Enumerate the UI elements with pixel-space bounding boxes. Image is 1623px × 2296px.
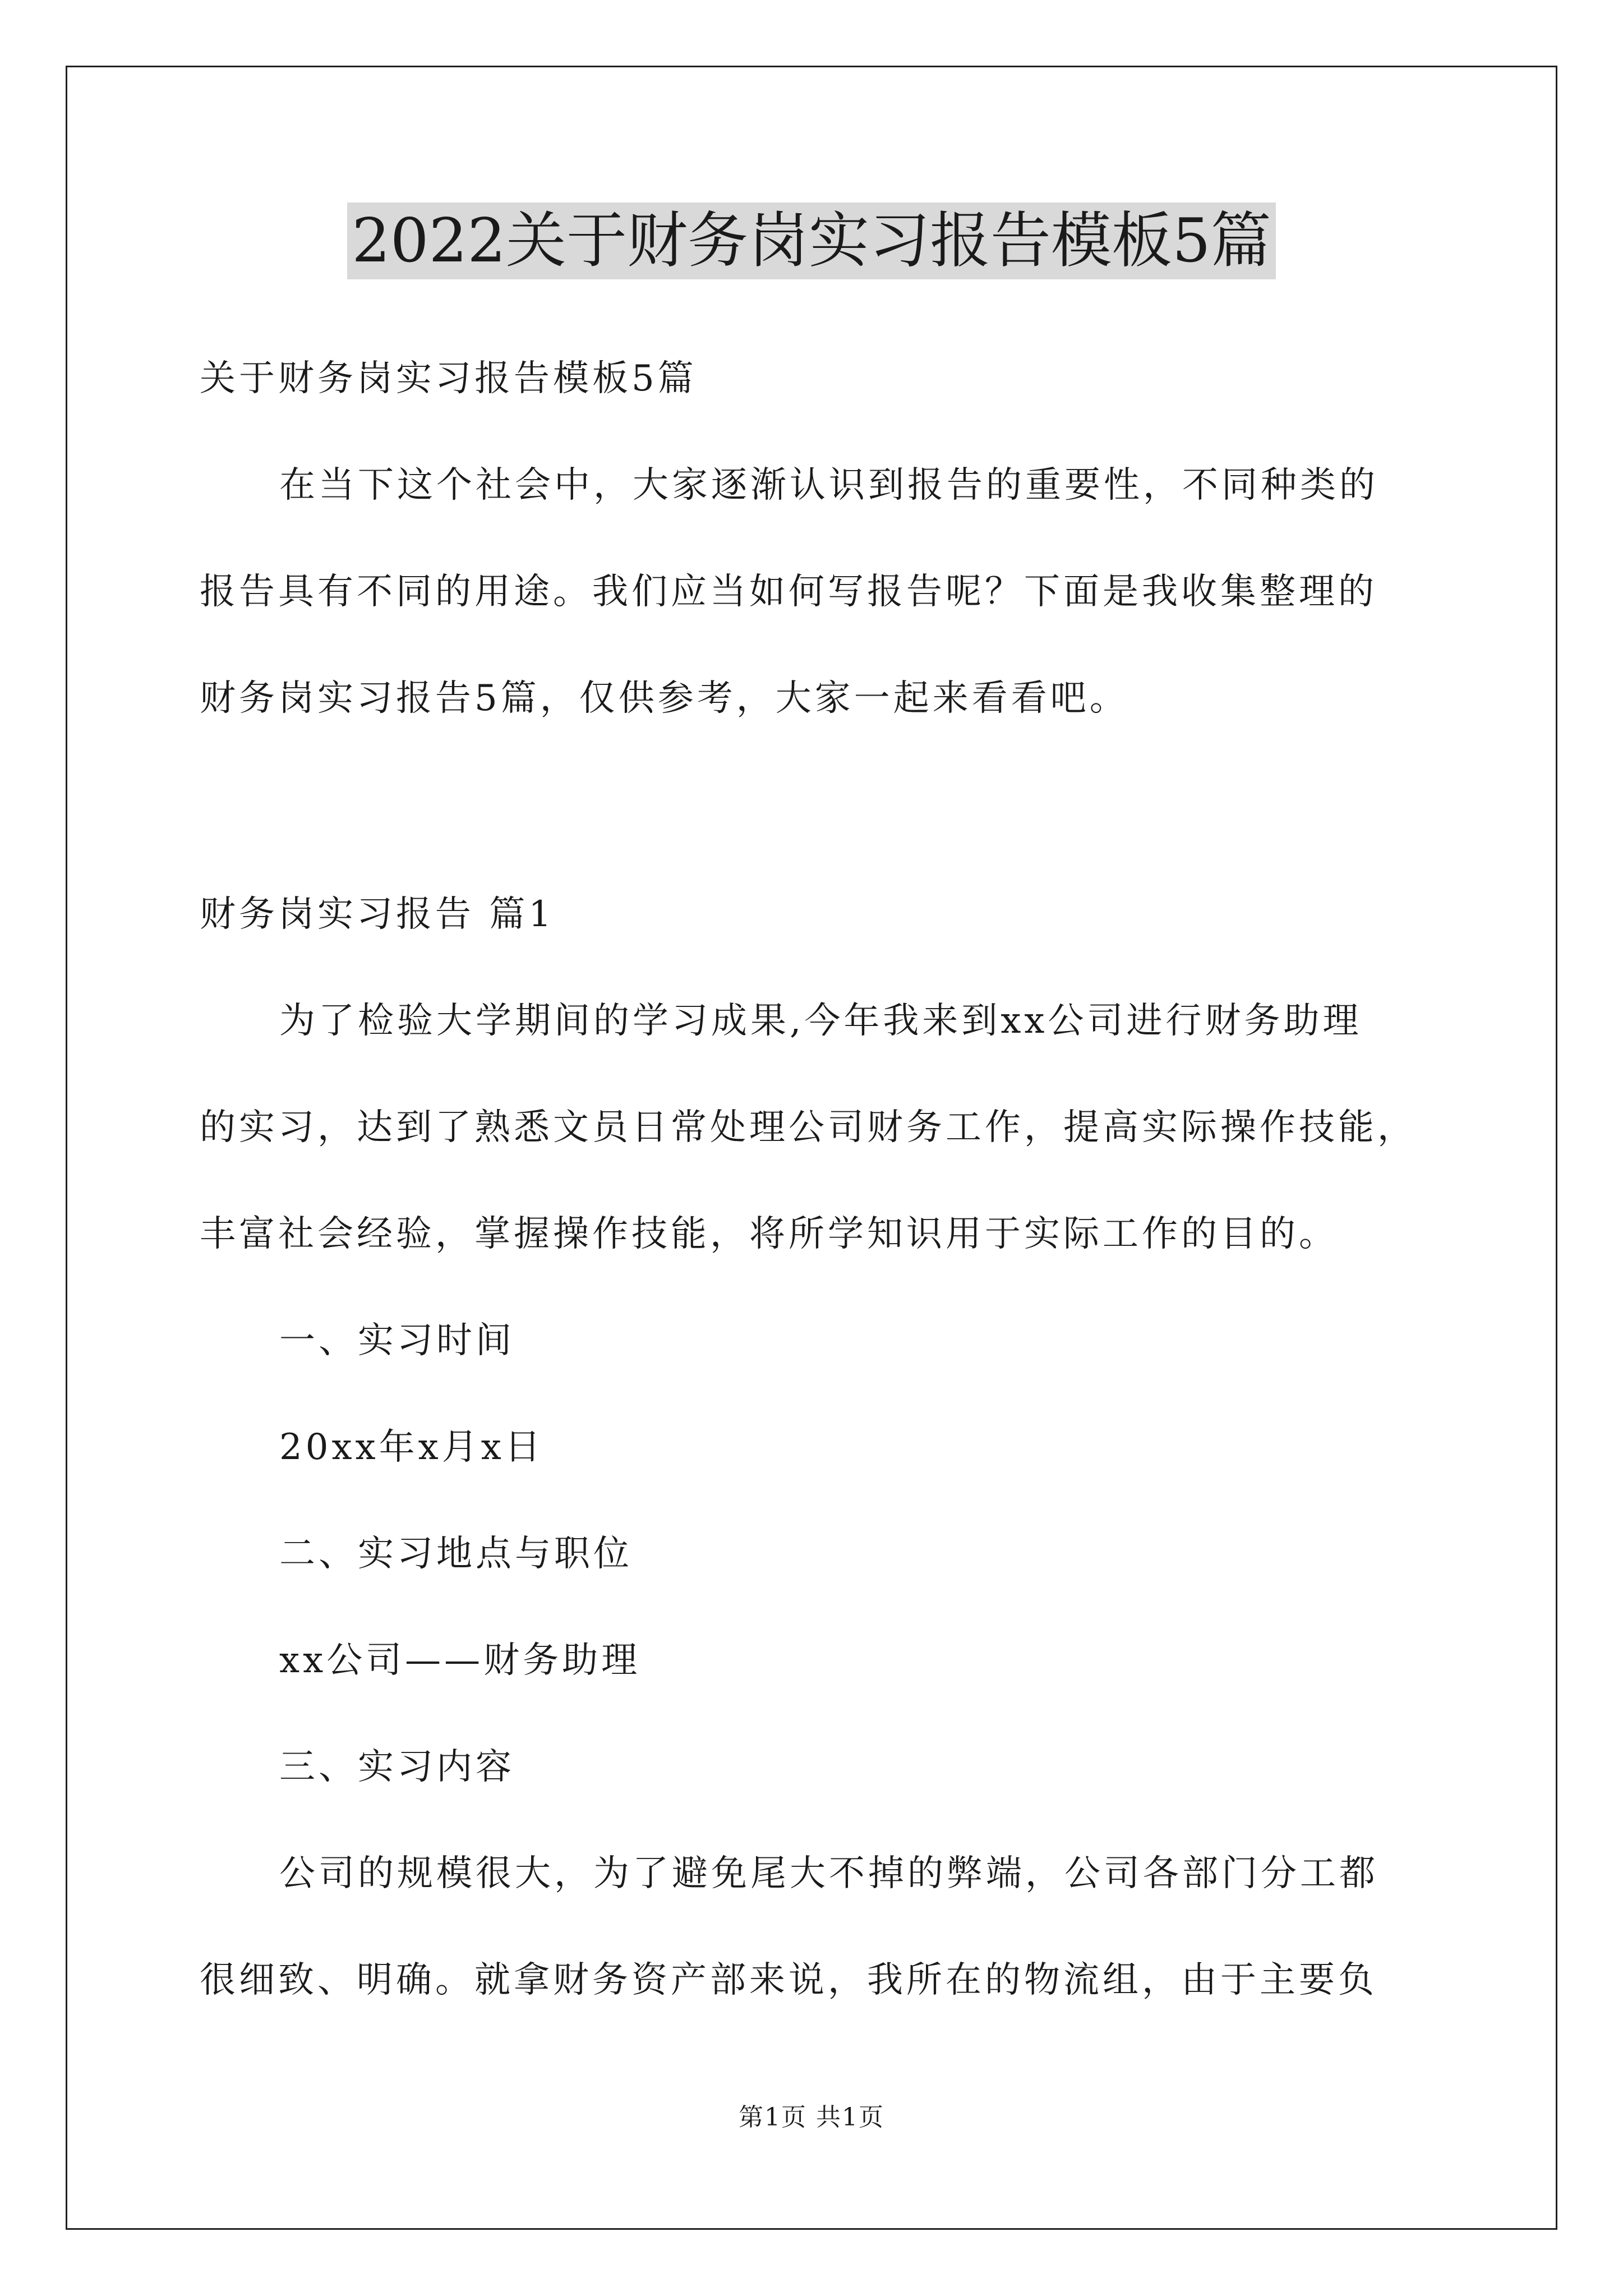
subheading-content: 三、实习内容: [279, 1746, 515, 1788]
internship-position: xx公司——财务助理: [279, 1640, 641, 1681]
page-number: 第1页 共1页: [739, 2103, 884, 2132]
subheading-time: 一、实习时间: [279, 1320, 515, 1361]
paragraph-line: 的实习，达到了熟悉文员日常处理公司财务工作，提高实际操作技能，: [200, 1107, 1417, 1148]
document-title: [0, 199, 1623, 283]
subtitle-line: 关于财务岗实习报告模板5篇: [200, 358, 697, 399]
paragraph-line: 丰富社会经验，掌握操作技能，将所学知识用于实际工作的目的。: [200, 1213, 1338, 1255]
intro-line-1: 在当下这个社会中，大家逐渐认识到报告的重要性，不同种类的: [279, 464, 1378, 506]
intro-line-3: 财务岗实习报告5篇，仅供参考，大家一起来看看吧。: [200, 678, 1129, 719]
paragraph-line: 公司的规模很大，为了避免尾大不掉的弊端，公司各部门分工都: [279, 1853, 1378, 1894]
subheading-location: 二、实习地点与职位: [279, 1533, 633, 1575]
intro-line-2: 报告具有不同的用途。我们应当如何写报告呢？下面是我收集整理的: [200, 571, 1377, 613]
internship-date: 20xx年x月x日: [279, 1427, 544, 1468]
paragraph-line: 为了检验大学期间的学习成果,今年我来到xx公司进行财务助理: [279, 1000, 1362, 1042]
section-heading-1: 财务岗实习报告 篇1: [200, 894, 555, 935]
paragraph-line: 很细致、明确。就拿财务资产部来说，我所在的物流组，由于主要负: [200, 1959, 1377, 2001]
document-title-text: 2022关于财务岗实习报告模板5篇: [347, 203, 1276, 279]
